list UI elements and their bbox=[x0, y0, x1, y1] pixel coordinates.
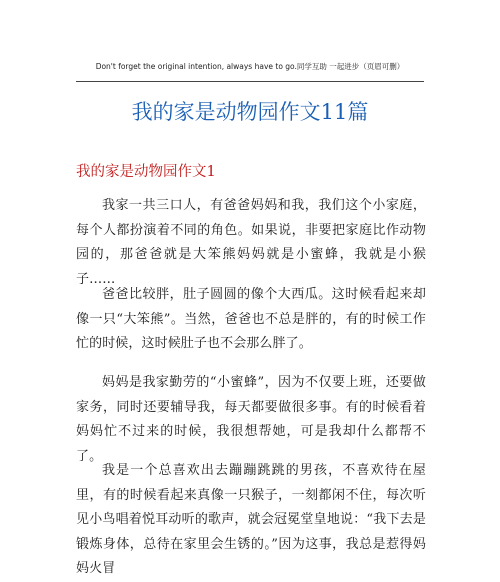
paragraph-4: 我是一个总喜欢出去蹦蹦跳跳的男孩，不喜欢待在屋里，有的时候看起来真像一只猴子，一刻都闲不住，每次听见小鸟唱着悦耳动听的歌声，就会冠冕堂皇地说：“我下去是锻炼身体，总待在家里会生锈的。”因为这事，我总是惹得妈妈火冒 bbox=[76, 463, 426, 576]
section-title: 我的家是动物园作文1 bbox=[76, 164, 216, 180]
document-title: 我的家是动物园作文11篇 bbox=[131, 100, 369, 124]
paragraph-1: 我家一共三口人，有爸爸妈妈和我，我们这个小家庭，每个人都扮演着不同的角色。如果说，非要把家庭比作动物园的，那爸爸就是大笨熊妈妈就是小蜜蜂，我就是小猴子…… bbox=[76, 198, 426, 287]
paragraph-2: 爸爸比较胖，肚子圆圆的像个大西瓜。这时候看起来却像一只“大笨熊”。当然，爸爸也不总是胖的，有的时候工作忙的时候，这时候肚子也不会那么胖了。 bbox=[76, 287, 426, 351]
header-divider bbox=[76, 81, 424, 82]
page-header-note: Don't forget the original intention, always have to go.同学互助 一起进步（页眉可删） bbox=[95, 62, 405, 71]
paragraph-3: 妈妈是我家勤劳的“小蜜蜂”，因为不仅要上班，还要做家务，同时还要辅导我，每天都要做很多事。有的时候看着妈妈忙不过来的时候，我很想帮她，可是我却什么都帮不了。 bbox=[76, 375, 426, 464]
